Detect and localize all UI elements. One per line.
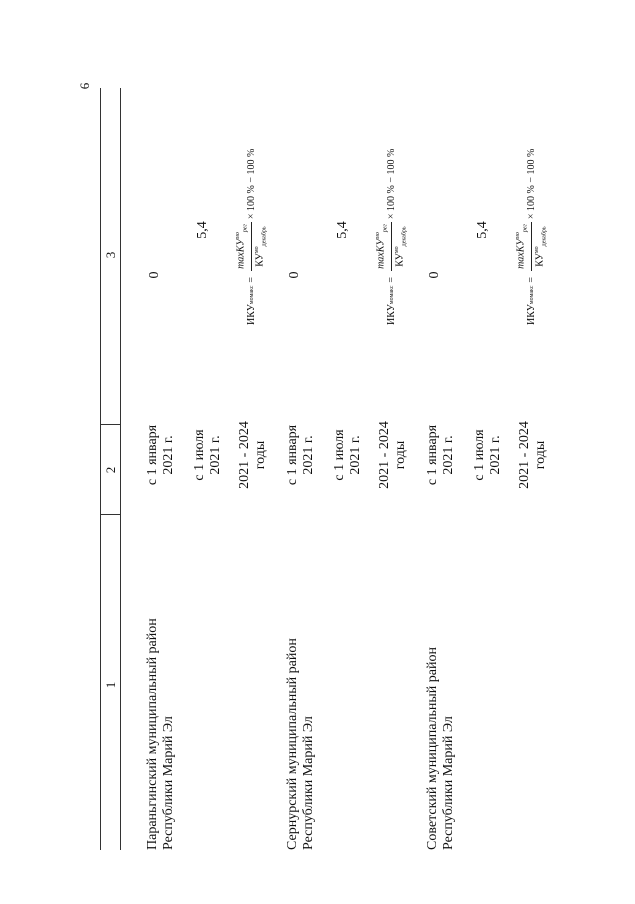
value: 5,4 xyxy=(475,221,490,239)
period: с 1 января 2021 г. xyxy=(285,424,316,486)
period: 2021 - 2024 годы xyxy=(517,421,548,489)
period: с 1 января 2021 г. xyxy=(145,424,176,486)
period: с 1 июля 2021 г. xyxy=(472,429,503,481)
period: 2021 - 2024 годы xyxy=(377,421,408,489)
value: 5,4 xyxy=(195,221,210,239)
formula: ИКУ мо макс = maxКУ$^{мо}_{рег}$ $КУ^{мо}_{декабрь}$ × 100 % − 100 % xyxy=(375,148,408,325)
value: 0 xyxy=(427,271,442,279)
column-divider-1 xyxy=(100,514,120,515)
column-header-3: 3 xyxy=(103,251,118,259)
page-number: 6 xyxy=(77,82,92,90)
value: 0 xyxy=(287,271,302,279)
period: 2021 - 2024 годы xyxy=(237,421,268,489)
region-name: Сернурский муниципальный район Республики Марий Эл xyxy=(285,638,316,850)
column-header-2: 2 xyxy=(103,466,118,474)
region-name: Параньгинский муниципальный район Республики Марий Эл xyxy=(145,618,176,850)
column-divider-2 xyxy=(100,424,120,425)
value: 0 xyxy=(147,271,162,279)
region-name: Советский муниципальный район Республики Марий Эл xyxy=(425,647,456,850)
value: 5,4 xyxy=(335,221,350,239)
formula: ИКУ мо макс = maxКУ$^{мо}_{рег}$ $КУ^{мо}_{декабрь}$ × 100 % − 100 % xyxy=(515,148,548,325)
period: с 1 января 2021 г. xyxy=(425,424,456,486)
rotated-table xyxy=(100,88,570,850)
period: с 1 июля 2021 г. xyxy=(332,429,363,481)
header-bottom-border xyxy=(120,88,121,850)
period: с 1 июля 2021 г. xyxy=(192,429,223,481)
column-header-1: 1 xyxy=(103,681,118,689)
formula: ИКУ мо макс = maxКУ$^{мо}_{рег}$ $КУ^{мо}_{декабрь}$ × 100 % − 100 % xyxy=(235,148,268,325)
table-top-border xyxy=(100,88,101,850)
